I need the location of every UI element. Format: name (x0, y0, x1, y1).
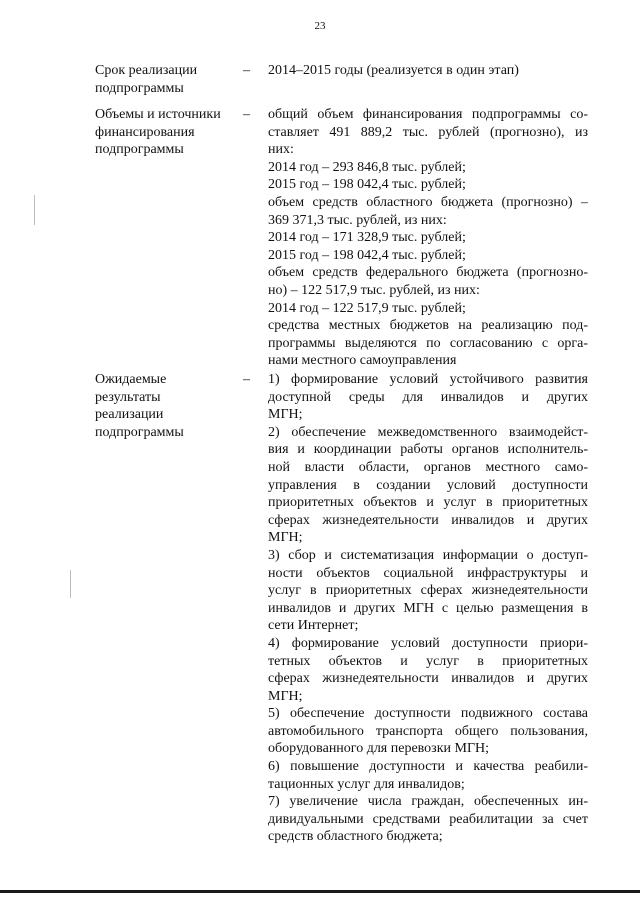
body-line: тетных объектов и услуг в приоритетных (268, 653, 588, 669)
body-line: оборудованного для перевозки МГН; (268, 741, 490, 757)
body-line: ности объектов социальной инфраструктуры и (268, 565, 588, 581)
dash: – (243, 107, 250, 122)
body-line: 1) формирование условий устойчивого развития (268, 372, 588, 387)
body-line: МГН; (268, 407, 303, 423)
body-line: 2015 год – 198 042,4 тыс. рублей; (268, 247, 466, 263)
page-number: 23 (314, 20, 326, 32)
body-line: МГН; (268, 530, 303, 546)
body-line: приоритетных объектов и услуг в приоритетных (268, 495, 588, 511)
body-line: вия и координации работы органов исполнитель- (268, 442, 588, 458)
margin-scan-mark (34, 195, 35, 225)
body-line: сети Интернет; (268, 618, 359, 634)
body-line: 5) обеспечение доступности подвижного состава (268, 706, 588, 722)
label-line: Ожидаемые (95, 372, 167, 387)
body-line: общий объем финансирования подпрограммы со- (268, 107, 588, 122)
body-line: 3) сбор и систематизация информации о доступ- (268, 547, 588, 563)
body-line: нами местного самоуправления (268, 353, 457, 369)
body-line: 369 371,3 тыс. рублей, из них: (268, 212, 447, 228)
body-line: объем средств федерального бюджета (прогнозно- (268, 265, 588, 281)
label-line: подпрограммы (95, 80, 184, 96)
label-line: реализации (95, 407, 164, 423)
body-line: ставляет 491 889,2 тыс. рублей (прогнозно), из (268, 124, 588, 140)
label-line: подпрограммы (95, 142, 184, 158)
body-line: 2014 год – 293 846,8 тыс. рублей; (268, 159, 466, 175)
dash: – (243, 372, 250, 387)
body-line: 2014 год – 171 328,9 тыс. рублей; (268, 230, 466, 246)
body-line: 2014–2015 годы (реализуется в один этап) (268, 63, 519, 78)
body-line: 4) формирование условий доступности приори- (268, 635, 588, 651)
label-line: Срок реализации (95, 63, 198, 78)
section-label (95, 62, 235, 97)
section-body (268, 62, 588, 80)
body-line: автомобильного транспорта общего пользования, (268, 723, 588, 739)
label-line: подпрограммы (95, 424, 184, 440)
body-line: объем средств областного бюджета (прогнозно) – (268, 194, 588, 210)
dash: – (243, 63, 250, 78)
body-line: но) – 122 517,9 тыс. рублей, из них: (268, 282, 480, 298)
body-line: доступной среды для инвалидов и других (268, 389, 588, 405)
body-line: МГН; (268, 688, 303, 704)
body-line: инвалидов и других МГН с целью размещения в (268, 600, 588, 616)
body-line: 6) повышение доступности и качества реабили- (268, 759, 588, 775)
body-line: сферах жизнедеятельности инвалидов и других (268, 671, 588, 687)
section-body (268, 106, 588, 370)
body-line: ной власти области, органов местного само- (268, 459, 588, 475)
body-line: тационных услуг для инвалидов; (268, 776, 465, 792)
body-line: 2) обеспечение межведомственного взаимодейст- (268, 424, 588, 440)
body-line: 7) увеличение числа граждан, обеспеченных ин- (268, 794, 588, 810)
section-label (95, 371, 235, 441)
body-line: них: (268, 142, 294, 158)
label-line: финансирования (95, 124, 195, 140)
body-line: 2014 год – 122 517,9 тыс. рублей; (268, 300, 466, 316)
section-label (95, 106, 235, 159)
body-line: программы выделяются по согласованию с орга- (268, 335, 588, 351)
body-line: сферах жизнедеятельности инвалидов и других (268, 512, 588, 528)
body-line: средства местных бюджетов на реализацию под- (268, 318, 588, 334)
body-line: управления в создании условий доступности (268, 477, 588, 493)
section-body (268, 371, 588, 846)
bottom-scan-border (0, 890, 640, 893)
body-line: услуг в приоритетных сферах жизнедеятельности (268, 583, 588, 599)
margin-scan-mark (70, 570, 71, 598)
body-line: 2015 год – 198 042,4 тыс. рублей; (268, 177, 466, 193)
label-line: Объемы и источники (95, 107, 221, 122)
body-line: средств областного бюджета; (268, 829, 443, 845)
label-line: результаты (95, 389, 161, 405)
body-line: дивидуальными средствами реабилитации за счет (268, 811, 588, 827)
